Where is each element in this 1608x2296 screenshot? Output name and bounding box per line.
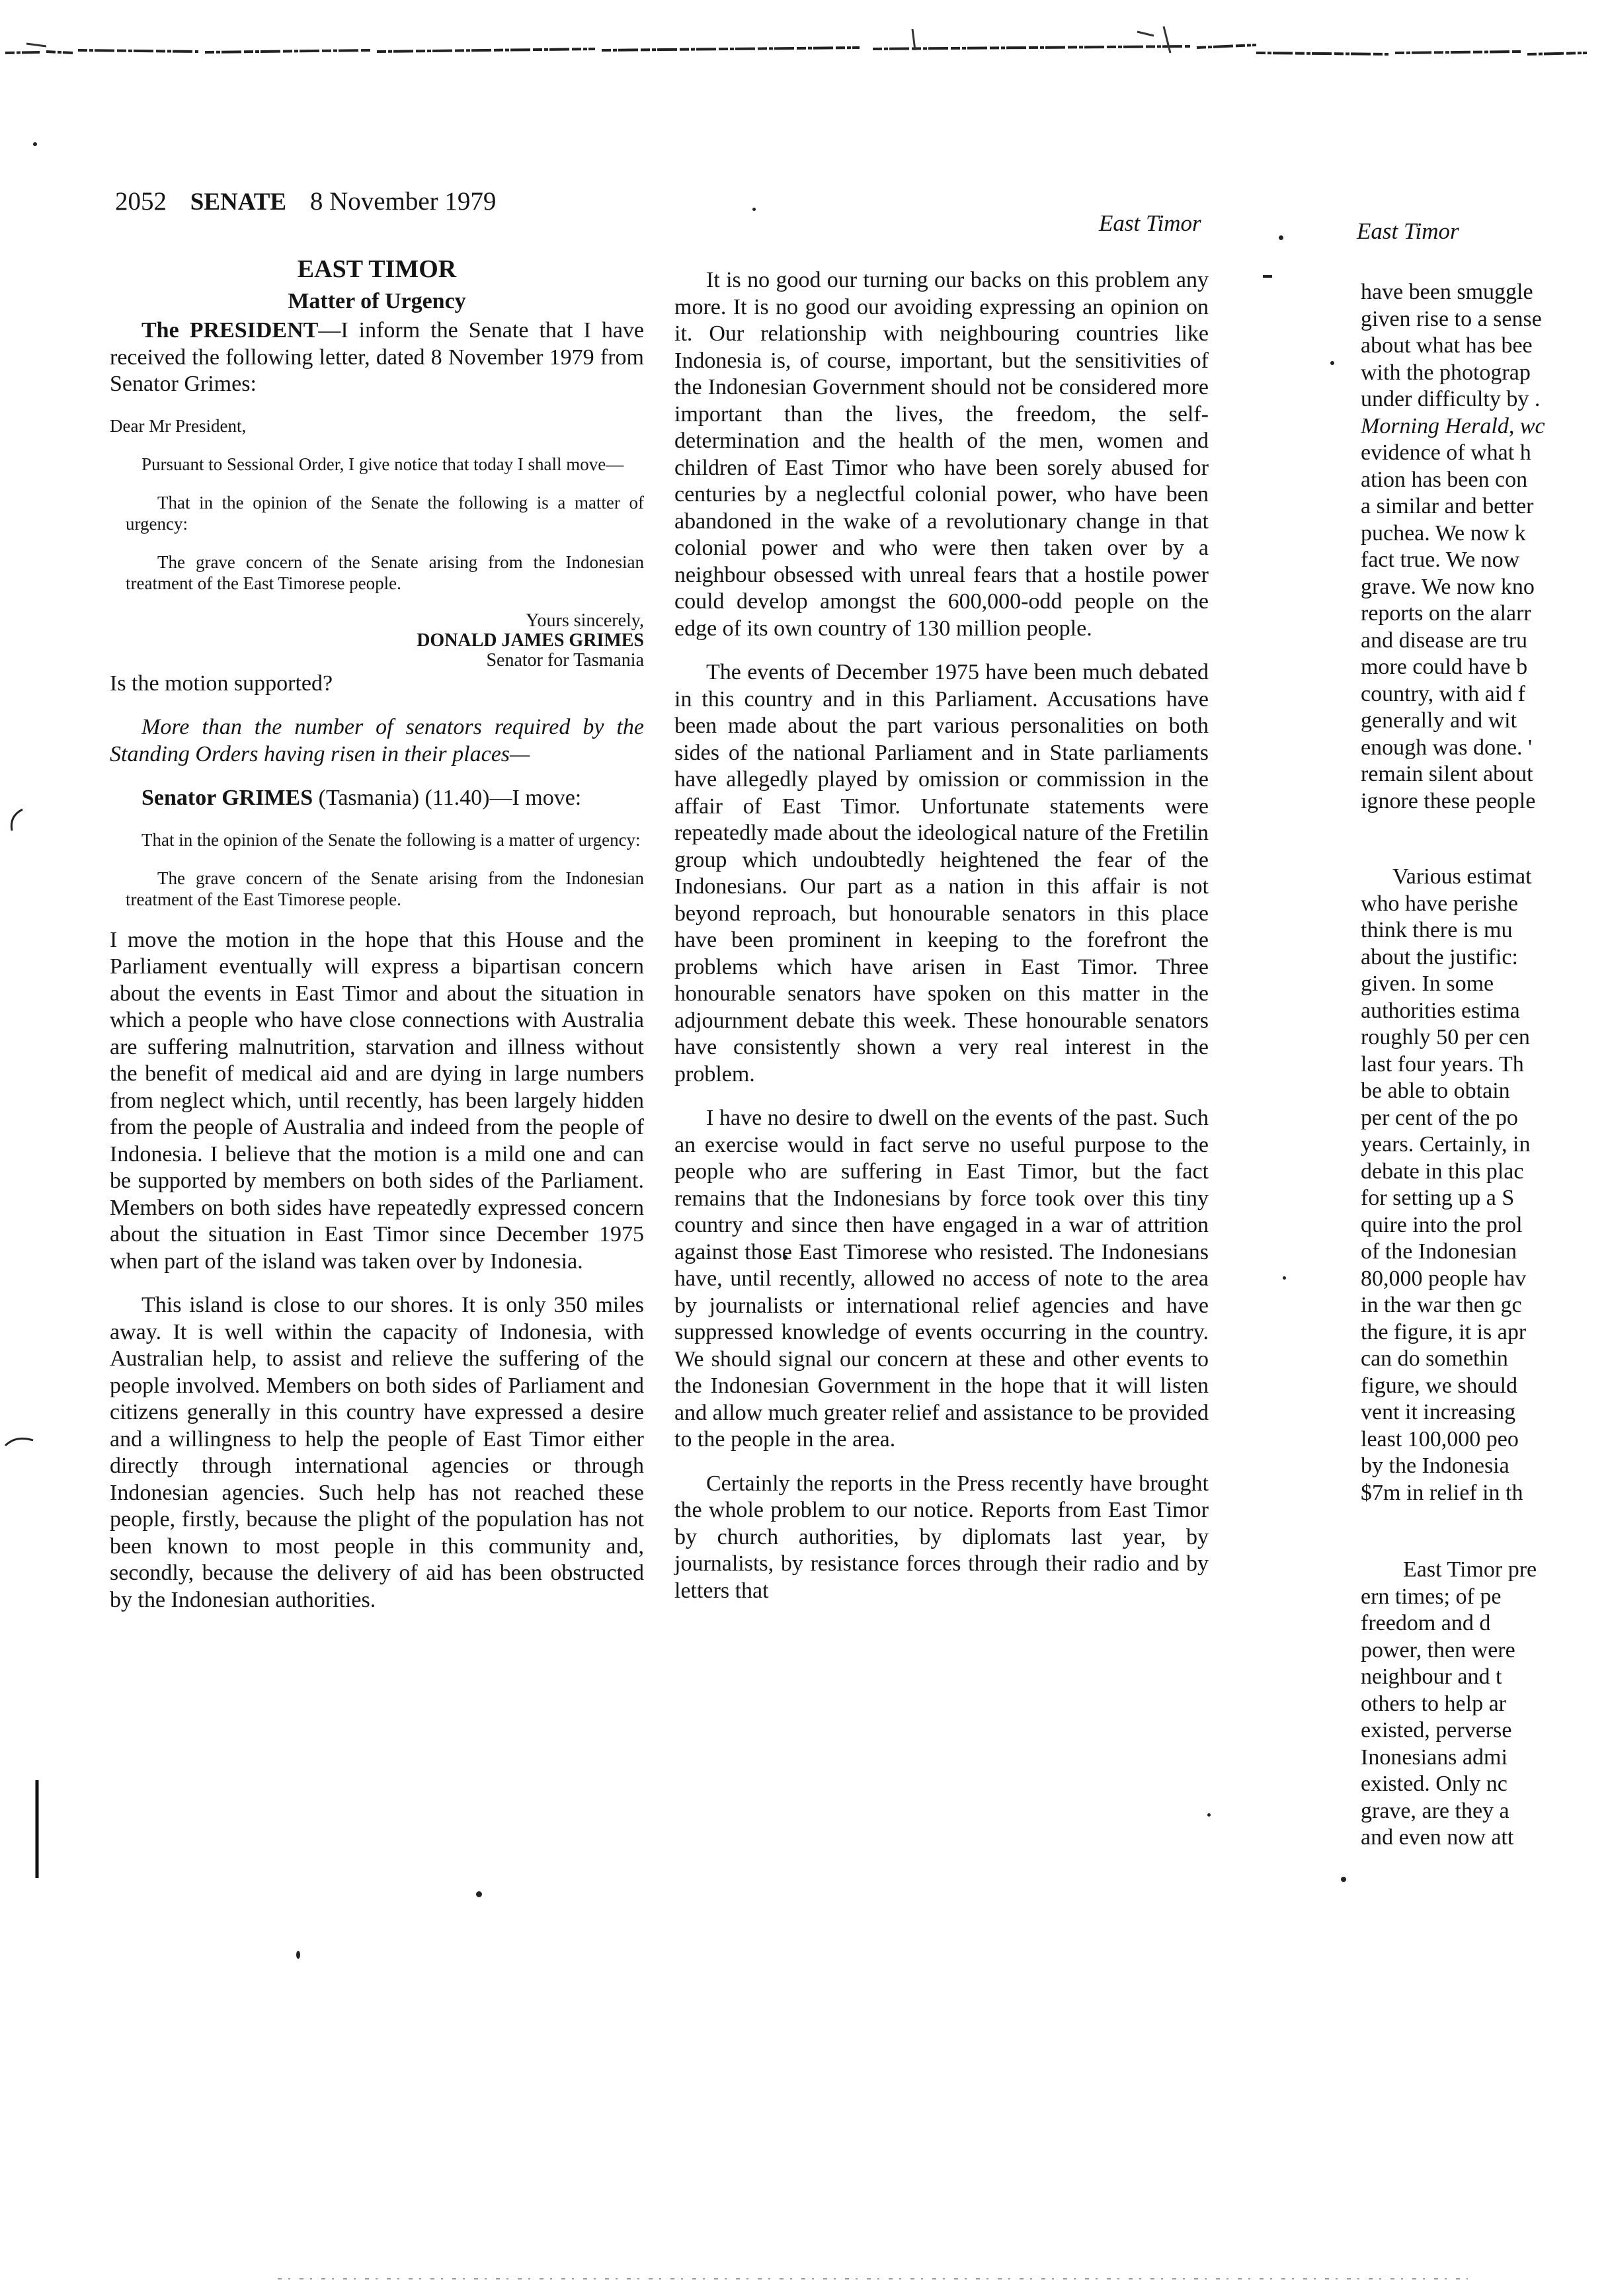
text-line: in the war then gc	[1361, 1293, 1522, 1317]
speck	[1207, 1813, 1211, 1817]
text-line: reports on the alarr	[1361, 601, 1531, 626]
running-head-right: East Timor	[1357, 218, 1459, 244]
column-left	[110, 253, 644, 1614]
text-line: the figure, it is apr	[1361, 1319, 1527, 1344]
letter-salutation: Dear Mr President,	[110, 415, 247, 436]
speck	[1263, 275, 1272, 278]
text-line: ation has been con	[1361, 467, 1528, 492]
text-line: years. Certainly, in	[1361, 1132, 1531, 1157]
margin-bracket	[33, 1780, 41, 1878]
text-line: quire into the prol	[1361, 1212, 1523, 1237]
text-line: more could have b	[1361, 655, 1528, 679]
motion-paragraph: The grave concern of the Senate arising from the Indonesian treatment of the East Timorese people.	[126, 868, 644, 909]
president-intro	[110, 317, 644, 398]
text-line: for setting up a S	[1361, 1186, 1515, 1210]
letter-paragraph: The grave concern of the Senate arising from the Indonesian treatment of the East Timorese people.	[126, 552, 644, 593]
column-right-truncated	[1361, 279, 1579, 1852]
body-paragraph	[1361, 279, 1579, 815]
letter-paragraph: Pursuant to Sessional Order, I give notice that today I shall move—	[141, 454, 624, 474]
text-line: enough was done. '	[1361, 735, 1533, 760]
body-paragraph	[1361, 1557, 1579, 1852]
text-line: grave, are they a	[1361, 1798, 1509, 1823]
body-paragraph	[1361, 864, 1579, 1506]
text-line: Inonesians admi	[1361, 1744, 1508, 1770]
speaker-name: Senator GRIMES	[141, 786, 313, 810]
letter-paragraph: That in the opinion of the Senate the following is a matter of urgency:	[126, 492, 644, 534]
scan-artifact-top	[0, 24, 1608, 61]
grimes-intro-text: (Tasmania) (11.40)—I move:	[313, 786, 582, 810]
text-line: roughly 50 per cen	[1361, 1025, 1530, 1049]
text-line: Morning Herald, wc	[1361, 413, 1545, 438]
text-line: generally and wit	[1361, 708, 1517, 733]
text-line: by the Indonesia	[1361, 1454, 1509, 1478]
margin-mark	[3, 1434, 36, 1450]
text-line: about the justific:	[1361, 944, 1518, 969]
stage-direction: More than the number of senators required by the Standing Orders having risen in their places—	[110, 715, 644, 766]
text-line: per cent of the po	[1361, 1105, 1518, 1130]
text-line: remain silent about	[1361, 762, 1533, 786]
text-line: given rise to a sense	[1361, 306, 1542, 331]
text-line: can do somethin	[1361, 1346, 1508, 1371]
text-line: ignore these people	[1361, 788, 1536, 813]
text-line: others to help ar	[1361, 1691, 1506, 1716]
text-line: puchea. We now k	[1361, 520, 1526, 546]
text-line: East Timor pre	[1403, 1557, 1537, 1582]
scan-artifact-bottom	[278, 2275, 1468, 2283]
speck	[1283, 1276, 1286, 1280]
text-line: under difficulty by .	[1361, 387, 1541, 411]
text-line: who have perishe	[1361, 891, 1518, 916]
text-line: and disease are tru	[1361, 628, 1528, 653]
body-paragraph: I have no desire to dwell on the events of the past. Such an exercise would in fact serve no useful purpose to the people who are suffering in East Timor, but the fact remains that the Indonesians by force took over this tiny country and since then have engaged in a war of attrition against those East Timorese who resisted. The Indonesians have, until recently, allowed no access of note to the area by journalists or international relief agencies and have suppressed knowledge of events occurring in the country. We should signal our concern at these and other events to the Indonesian Government in the hope that it will listen and allow much greater relief and assistance to be provided to the people in the area.	[674, 1106, 1209, 1452]
text-line: vent it increasing	[1361, 1400, 1516, 1424]
speck	[752, 208, 756, 211]
speck	[1341, 1877, 1346, 1882]
text-line: a similar and better	[1361, 494, 1534, 518]
text-line: Various estimat	[1392, 864, 1532, 889]
section-subtitle: Matter of Urgency	[288, 289, 466, 313]
text-line: figure, we should	[1361, 1373, 1518, 1398]
text-line: have been smuggle	[1361, 280, 1533, 304]
text-line: 80,000 people hav	[1361, 1266, 1527, 1291]
speck	[476, 1891, 482, 1897]
text-line: about what has bee	[1361, 333, 1533, 358]
page-header	[115, 186, 513, 216]
body-paragraph: This island is close to our shores. It is only 350 miles away. It is well within the capacity of Indonesia, with Australian help, to assist and relieve the suffering of the people involved. Members on both sides of Parliament and citizens generally in this country have expressed a desire and a willingness to help the people of East Timor either directly through international agencies or through Indonesian agencies. Such help has not reached these people, firstly, because the plight of the population has not been known to most people in this community and, secondly, because the delivery of aid has been obstructed by the Indonesian authorities.	[110, 1293, 644, 1612]
text-line: existed, perverse	[1361, 1718, 1512, 1742]
text-line: with the photograp	[1361, 360, 1531, 385]
intro-text: —I inform the Senate that I have received the following letter, dated 8 November 1979 from Senator Grimes:	[110, 318, 644, 396]
body-paragraph: I move the motion in the hope that this House and the Parliament eventually will express a bipartisan concern about the events in East Timor and about the situation in which a people who have close connections with Australia are suffering malnutrition, starvation and illness without the benefit of medical aid and are dying in large numbers from neglect which, until recently, has been largely hidden from the people of Australia and indeed from the people of Indonesia. I believe that the motion is a mild one and can be supported by members on both sides of the Parliament. Members on both sides have repeatedly expressed concern about the situation in East Timor since December 1975 when part of the island was taken over by Indonesia.	[110, 927, 644, 1274]
body-paragraph: It is no good our turning our backs on this problem any more. It is no good our avoiding expressing an opinion on it. Our relationship with neighbouring countries like Indonesia is, of course, important, but the sensitivities of the Indonesian Government should not be considered more important than the lives, the freedom, the self-determination and the health of the men, women and children of East Timor who have been sorely abused for centuries by a neglectful colonial power, who have been abandoned in the wake of a revolutionary change in that colonial power and who were then taken over by a neighbour obsessed with unreal fears that a hostile power could develop amongst the 600,000-odd people on the edge of its own country of 130 million people.	[674, 268, 1209, 641]
page-number: 2052	[115, 187, 167, 216]
text-line: debate in this plac	[1361, 1159, 1524, 1184]
speck	[1330, 361, 1334, 365]
grimes-intro	[110, 785, 644, 812]
text-line: existed. Only nc	[1361, 1772, 1508, 1796]
speaker-name: The PRESIDENT	[141, 318, 319, 343]
speck	[1279, 235, 1283, 240]
running-head-center: East Timor	[1099, 210, 1201, 236]
speck	[296, 1951, 300, 1959]
text-line: $7m in relief in th	[1361, 1480, 1523, 1505]
letter-signatory: DONALD JAMES GRIMES	[417, 630, 644, 651]
text-line: and even now att	[1361, 1825, 1514, 1850]
text-line: country, with aid f	[1361, 681, 1525, 706]
text-line: freedom and d	[1361, 1611, 1491, 1635]
text-line: power, then were	[1361, 1637, 1515, 1662]
text-line: authorities estima	[1361, 998, 1520, 1023]
motion-paragraph: That in the opinion of the Senate the following is a matter of urgency:	[141, 829, 641, 850]
text-line: evidence of what h	[1361, 440, 1531, 465]
speck	[33, 142, 37, 146]
chamber-name: SENATE	[190, 188, 287, 216]
text-line: be able to obtain	[1361, 1079, 1510, 1103]
body-paragraph: The events of December 1975 have been much debated in this country and in this Parliament. Accusations have been made about the part various personalities on both sides of the national Parliament and in State parliaments have allegedly played by omission or commission in the affair of East Timor. Unfortunate statements were repeatedly made about the ideological nature of the Fretilin group which undoubtedly heightened the fear of the Indonesians. Our part as a nation in this affair is not beyond reproach, but honourable senators in this place have been prominent in keeping to the forefront the problems which have arisen in East Timor. Three honourable senators have spoken on this matter in the adjournment debate this week. These honourable senators have consistently shown a very real interest in the problem.	[674, 660, 1209, 1086]
margin-mark	[3, 807, 29, 833]
text-line: think there is mu	[1361, 918, 1513, 942]
letter-signatory-title: Senator for Tasmania	[486, 649, 644, 671]
column-middle	[674, 267, 1209, 1604]
text-line: grave. We now kno	[1361, 574, 1535, 599]
text-line: fact true. We now	[1361, 548, 1520, 572]
question-line: Is the motion supported?	[110, 671, 333, 696]
body-paragraph: Certainly the reports in the Press recently have brought the whole problem to our notice. Reports from East Timor by church authorities, by diplomats last year, by journalists, by resistance forces through their radio and by letters that	[674, 1471, 1209, 1603]
text-line: ern times; of pe	[1361, 1584, 1502, 1609]
text-line: last four years. Th	[1361, 1051, 1524, 1077]
section-title: EAST TIMOR	[297, 255, 457, 283]
text-line: least 100,000 peo	[1361, 1426, 1519, 1452]
text-line: given. In some	[1361, 971, 1494, 996]
page-date: 8 November 1979	[309, 187, 497, 216]
letter-closing: Yours sincerely,	[526, 610, 644, 631]
text-line: of the Indonesian	[1361, 1239, 1517, 1264]
text-line: neighbour and t	[1361, 1664, 1502, 1689]
